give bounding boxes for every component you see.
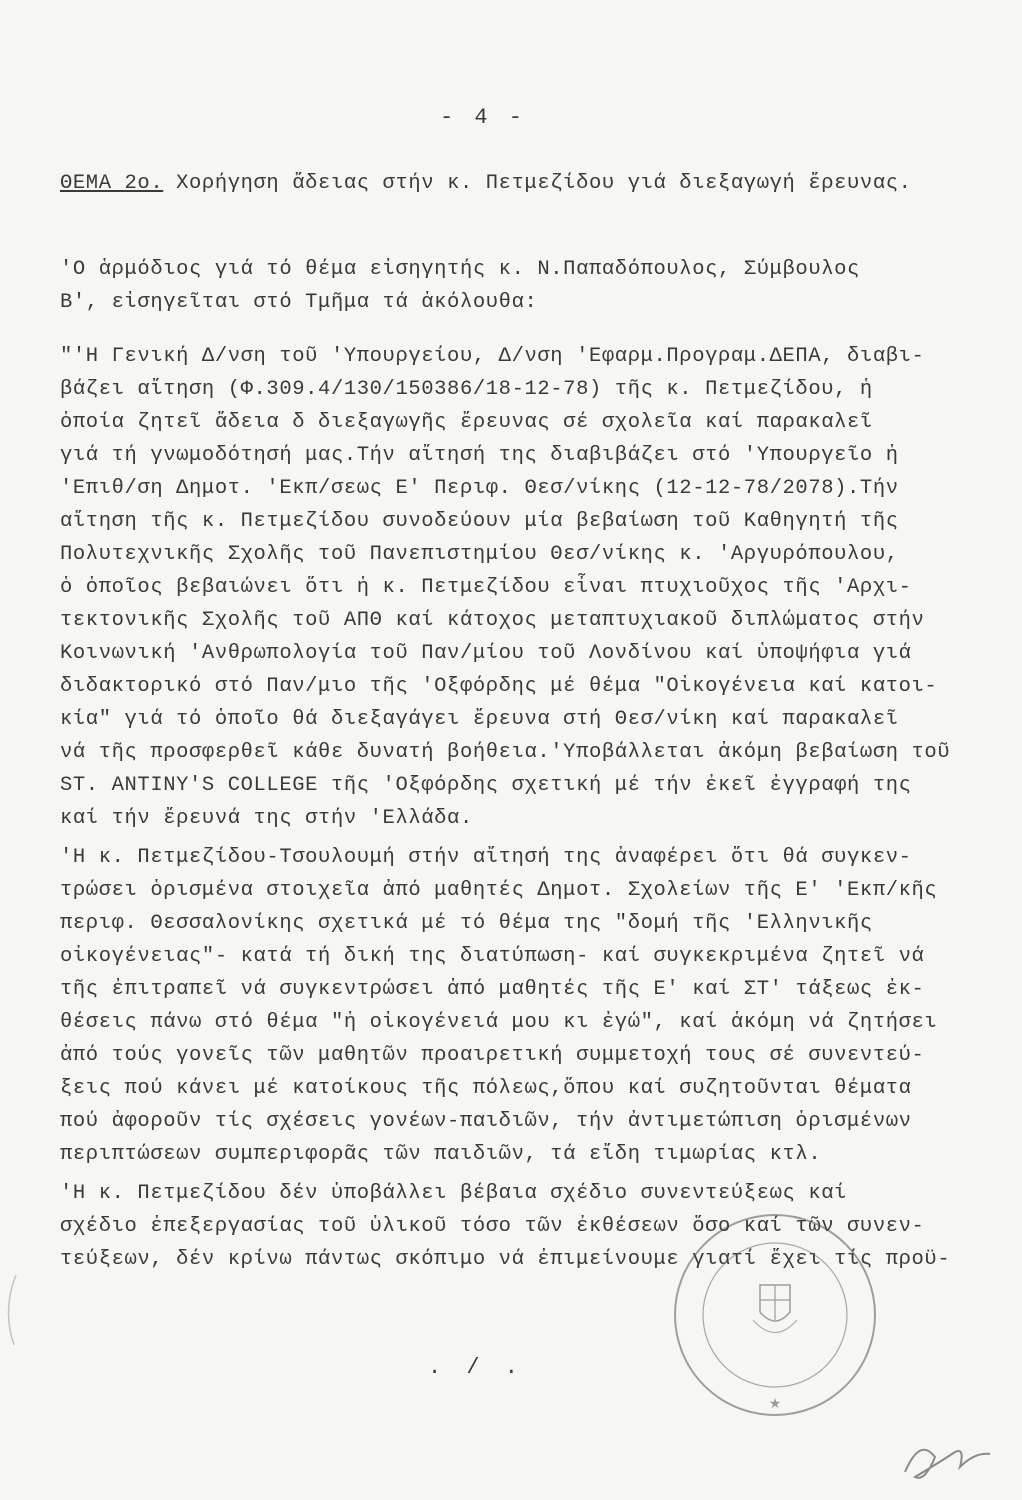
body-line: ὁ ὁποῖος βεβαιώνει ὅτι ἡ κ. Πετμεζίδου εἶναι πτυχιοῦχος τῆς 'Αρχι- (60, 576, 912, 599)
body-line: οἰκογένειας"- κατά τή δική της διατύπωση- καί συγκεκριμένα ζητεῖ νά (60, 945, 925, 968)
body-line: περιπτώσεων συμπεριφορᾶς τῶν παιδιῶν, τά εἴδη τιμωρίας κτλ. (60, 1143, 822, 1166)
body-line: ἀπό τούς γονεῖς τῶν μαθητῶν προαιρετική συμμετοχή τους σέ συνεντεύ- (60, 1044, 925, 1067)
section-heading (60, 172, 912, 195)
heading-text: Χορήγηση ἄδειας στήν κ. Πετμεζίδου γιά διεξαγωγή ἔρευνας. (163, 172, 912, 195)
body-line: νά τῆς προσφερθεῖ κάθε δυνατή βοήθεια.'Υποβάλλεται ἀκόμη βεβαίωση τοῦ (60, 741, 951, 764)
body-line: ST. ANTINY'S COLLEGE τῆς 'Οξφόρδης σχετική μέ τήν ἐκεῖ ἐγγραφή της (60, 774, 912, 797)
body-line: πού ἀφοροῦν τίς σχέσεις γονέων-παιδιῶν, τήν ἀντιμετώπιση ὁρισμένων (60, 1110, 912, 1133)
official-stamp (665, 1200, 885, 1430)
body-line: Κοινωνική 'Ανθρωπολογία τοῦ Παν/μίου τοῦ Λονδίνου καί ὑποψήφια γιά (60, 642, 912, 665)
page-number: - 4 - (440, 105, 527, 130)
body-line: 'Επιθ/ση Δημοτ. 'Εκπ/σεως Ε' Περιφ. Θεσ/νίκης (12-12-78/2078).Τήν (60, 477, 899, 500)
body-line: "'Η Γενική Δ/νση τοῦ 'Υπουργείου, Δ/νση 'Εφαρμ.Προγραμ.ΔΕΠΑ, διαβι- (60, 345, 925, 368)
body-line: αἴτηση τῆς κ. Πετμεζίδου συνοδεύουν μία βεβαίωση τοῦ Καθηγητή τῆς (60, 510, 899, 533)
body-line: ξεις πού κάνει μέ κατοίκους τῆς πόλεως,ὅπου καί συζητοῦνται θέματα (60, 1077, 912, 1100)
continuation-mark: . / . (428, 1355, 525, 1380)
body-line: τεύξεων, δέν κρίνω πάντως σκόπιμο νά ἐπιμείνουμε γιατί ἔχει τίς προϋ- (60, 1248, 951, 1271)
body-line: Β', εἰσηγεῖται στό Τμῆμα τά ἀκόλουθα: (60, 291, 538, 314)
svg-text:★: ★ (768, 1395, 782, 1411)
body-line: σχέδιο ἐπεξεργασίας τοῦ ὑλικοῦ τόσο τῶν ἐκθέσεων ὅσο καί τῶν συνεν- (60, 1215, 925, 1238)
body-line: 'Ο ἁρμόδιος γιά τό θέμα εἰσηγητής κ. Ν.Παπαδόπουλος, Σύμβουλος (60, 258, 860, 281)
body-line: τεκτονικῆς Σχολῆς τοῦ ΑΠΘ καί κάτοχος μεταπτυχιακοῦ διπλώματος στήν (60, 609, 925, 632)
body-line: ὁποία ζητεῖ ἄδεια δ διεξαγωγῆς ἔρευνας σέ σχολεῖα καί παρακαλεῖ (60, 411, 873, 434)
margin-mark (0, 1270, 22, 1350)
body-line: διδακτορικό στό Παν/μιο τῆς 'Οξφόρδης μέ θέμα "Οἰκογένεια καί κατοι- (60, 675, 938, 698)
body-line: 'Η κ. Πετμεζίδου-Τσουλουμή στήν αἴτησή της ἀναφέρει ὅτι θά συγκεν- (60, 846, 912, 869)
body-line: βάζει αἴτηση (Φ.309.4/130/150386/18-12-78) τῆς κ. Πετμεζίδου, ἡ (60, 378, 873, 401)
handwritten-signature (895, 1432, 995, 1492)
body-line: καί τήν ἔρευνά της στήν 'Ελλάδα. (60, 807, 473, 830)
body-line: κία" γιά τό ὁποῖο θά διεξαγάγει ἔρευνα στή Θεσ/νίκη καί παρακαλεῖ (60, 708, 899, 731)
body-line: τῆς ἐπιτραπεῖ νά συγκεντρώσει ἀπό μαθητές τῆς Ε' καί ΣΤ' τάξεως ἐκ- (60, 978, 925, 1001)
body-line: 'Η κ. Πετμεζίδου δέν ὑποβάλλει βέβαια σχέδιο συνεντεύξεως καί (60, 1182, 848, 1205)
body-line: τρώσει ὁρισμένα στοιχεῖα ἀπό μαθητές Δημοτ. Σχολείων τῆς Ε' 'Εκπ/κῆς (60, 879, 938, 902)
heading-label: ΘΕΜΑ 2ο. (60, 172, 164, 195)
body-line: θέσεις πάνω στό θέμα "ἡ οἰκογένειά μου κι ἐγώ", καί ἀκόμη νά ζητήσει (60, 1011, 938, 1034)
body-line: γιά τή γνωμοδότησή μας.Τήν αἴτησή της διαβιβάζει στό 'Υπουργεῖο ἡ (60, 444, 899, 467)
body-line: Πολυτεχνικῆς Σχολῆς τοῦ Πανεπιστημίου Θεσ/νίκης κ. 'Αργυρόπουλου, (60, 543, 899, 566)
body-line: περιφ. Θεσσαλονίκης σχετικά μέ τό θέμα της "δομή τῆς 'Ελληνικῆς (60, 912, 873, 935)
